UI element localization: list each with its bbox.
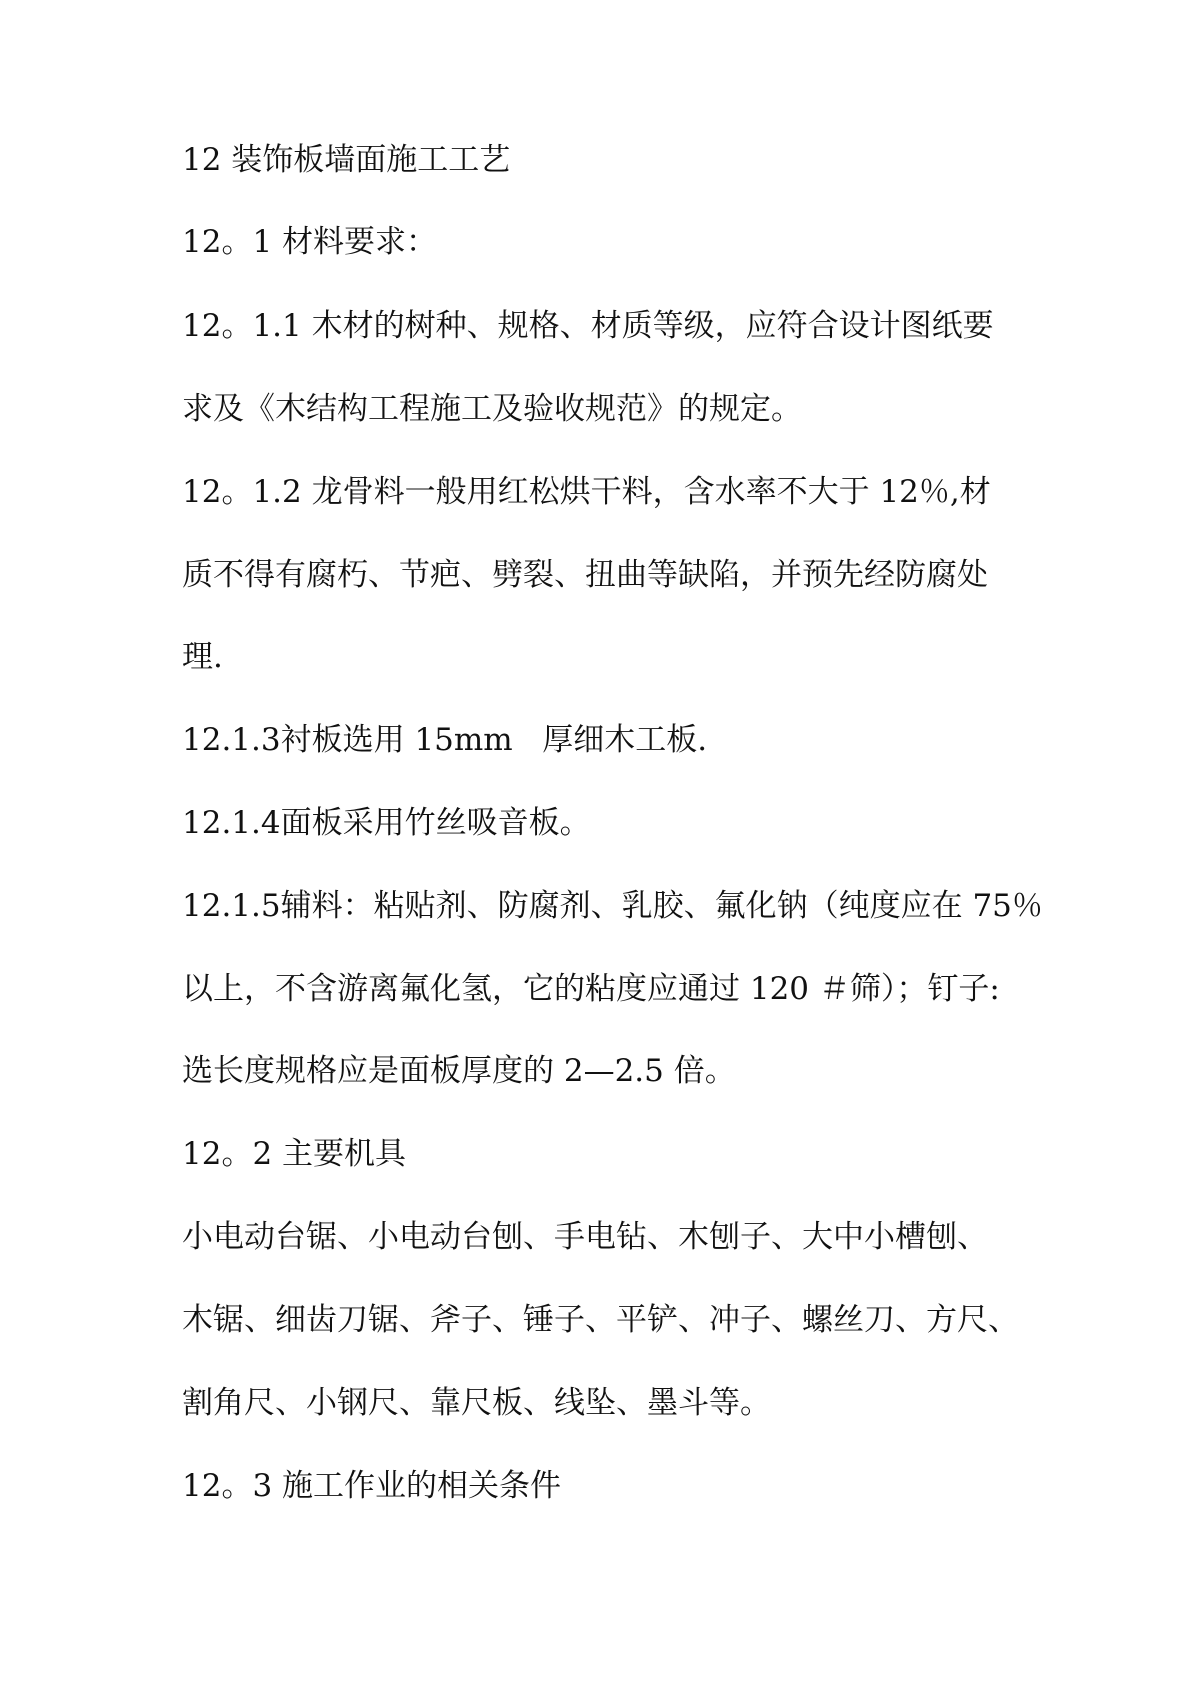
subsection-heading-tools: 12。2 主要机具 [182, 1136, 407, 1172]
paragraph-line: 12。1.1 木材的树种、规格、材质等级，应符合设计图纸要 [182, 308, 994, 344]
paragraph-line: 12。1.2 龙骨料一般用红松烘干料，含水率不大于 12％,材 [182, 474, 991, 510]
paragraph-line: 木锯、细齿刀锯、斧子、锤子、平铲、冲子、螺丝刀、方尺、 [182, 1302, 1019, 1338]
paragraph-line: 质不得有腐朽、节疤、劈裂、扭曲等缺陷，并预先经防腐处 [182, 557, 988, 593]
paragraph-line: 12.1.5辅料：粘贴剂、防腐剂、乳胶、氟化钠（纯度应在 75％ [182, 888, 1043, 924]
section-heading: 12 装饰板墙面施工工艺 [182, 142, 511, 178]
paragraph-line: 12.1.4面板采用竹丝吸音板。 [182, 805, 591, 841]
paragraph-line: 选长度规格应是面板厚度的 2—2.5 倍。 [182, 1053, 736, 1089]
paragraph-line: 求及《木结构工程施工及验收规范》的规定。 [182, 391, 802, 427]
subsection-heading-materials: 12。1 材料要求： [182, 224, 438, 260]
paragraph-line: 理. [182, 639, 223, 675]
paragraph-line: 12.1.3衬板选用 15mm 厚细木工板. [182, 722, 708, 758]
paragraph-line: 以上，不含游离氟化氢，它的粘度应通过 120 ＃筛）；钉子: [182, 971, 1000, 1007]
paragraph-line: 割角尺、小钢尺、靠尺板、线坠、墨斗等。 [182, 1385, 771, 1421]
subsection-heading-conditions: 12。3 施工作业的相关条件 [182, 1468, 562, 1504]
paragraph-line: 小电动台锯、小电动台刨、手电钻、木刨子、大中小槽刨、 [182, 1219, 988, 1255]
